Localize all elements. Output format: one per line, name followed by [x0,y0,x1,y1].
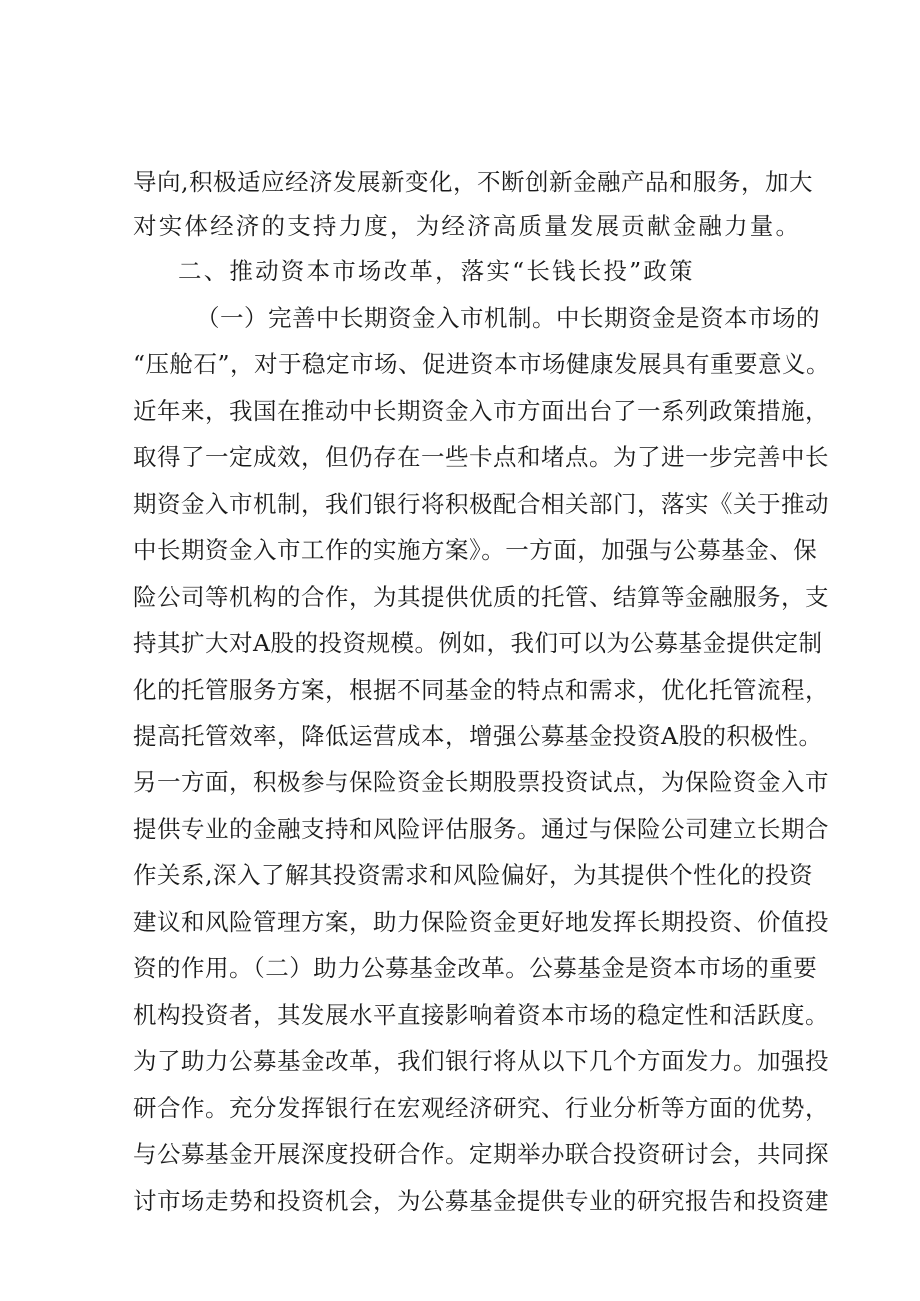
section-heading: 二、推动资本市场改革，落实“长钱长投”政策 [178,257,695,285]
text-line-8: 期资金入市机制，我们银行将积极配合相关部门，落实《关于推动 [133,490,829,518]
text-line-2: 对实体经济的支持力度，为经济高质量发展贡献金融力量。 [133,212,802,240]
text-line-1: 导向,积极适应经济发展新变化，不断创新金融产品和服务，加大 [133,168,813,196]
text-line-15: 提供专业的金融支持和风险评估服务。通过与保险公司建立长期合 [133,815,829,843]
text-line-20: 为了助力公募基金改革，我们银行将从以下几个方面发力。加强投 [133,1047,829,1075]
text-line-16: 作关系,深入了解其投资需求和风险偏好，为其提供个性化的投资 [133,861,813,889]
text-line-21: 研合作。充分发挥银行在宏观经济研究、行业分析等方面的优势， [133,1094,829,1122]
text-line-6: 近年来，我国在推动中长期资金入市方面出台了一系列政策措施， [133,397,829,425]
text-line-11: 持其扩大对A股的投资规模。例如，我们可以为公募基金提供定制 [133,629,823,657]
text-line-14: 另一方面，积极参与保险资金长期股票投资试点，为保险资金入市 [133,768,829,796]
text-line-5: “压舱石”，对于稳定市场、促进资本市场健康发展具有重要意义。 [133,350,831,378]
text-line-9: 中长期资金入市工作的实施方案》。一方面，加强与公募基金、保 [133,536,818,564]
text-line-22: 与公募基金开展深度投研合作。定期举办联合投资研讨会，共同探 [133,1140,829,1168]
text-line-18: 资的作用。（二）助力公募基金改革。公募基金是资本市场的重要 [133,954,818,982]
text-line-7: 取得了一定成效，但仍存在一些卡点和堵点。为了进一步完善中长 [133,443,829,471]
text-line-17: 建议和风险管理方案，助力保险资金更好地发挥长期投资、价值投 [133,908,829,936]
text-line-19: 机构投资者，其发展水平直接影响着资本市场的稳定性和活跃度。 [133,1001,829,1029]
text-line-10: 险公司等机构的合作，为其提供优质的托管、结算等金融服务，支 [133,583,829,611]
text-line-12: 化的托管服务方案，根据不同基金的特点和需求，优化托管流程， [133,676,829,704]
text-line-23: 讨市场走势和投资机会，为公募基金提供专业的研究报告和投资建 [133,1187,829,1215]
text-line-13: 提高托管效率，降低运营成本，增强公募基金投资A股的积极性。 [133,722,823,750]
subsection-line-1: （一）完善中长期资金入市机制。中长期资金是资本市场的 [196,304,820,332]
